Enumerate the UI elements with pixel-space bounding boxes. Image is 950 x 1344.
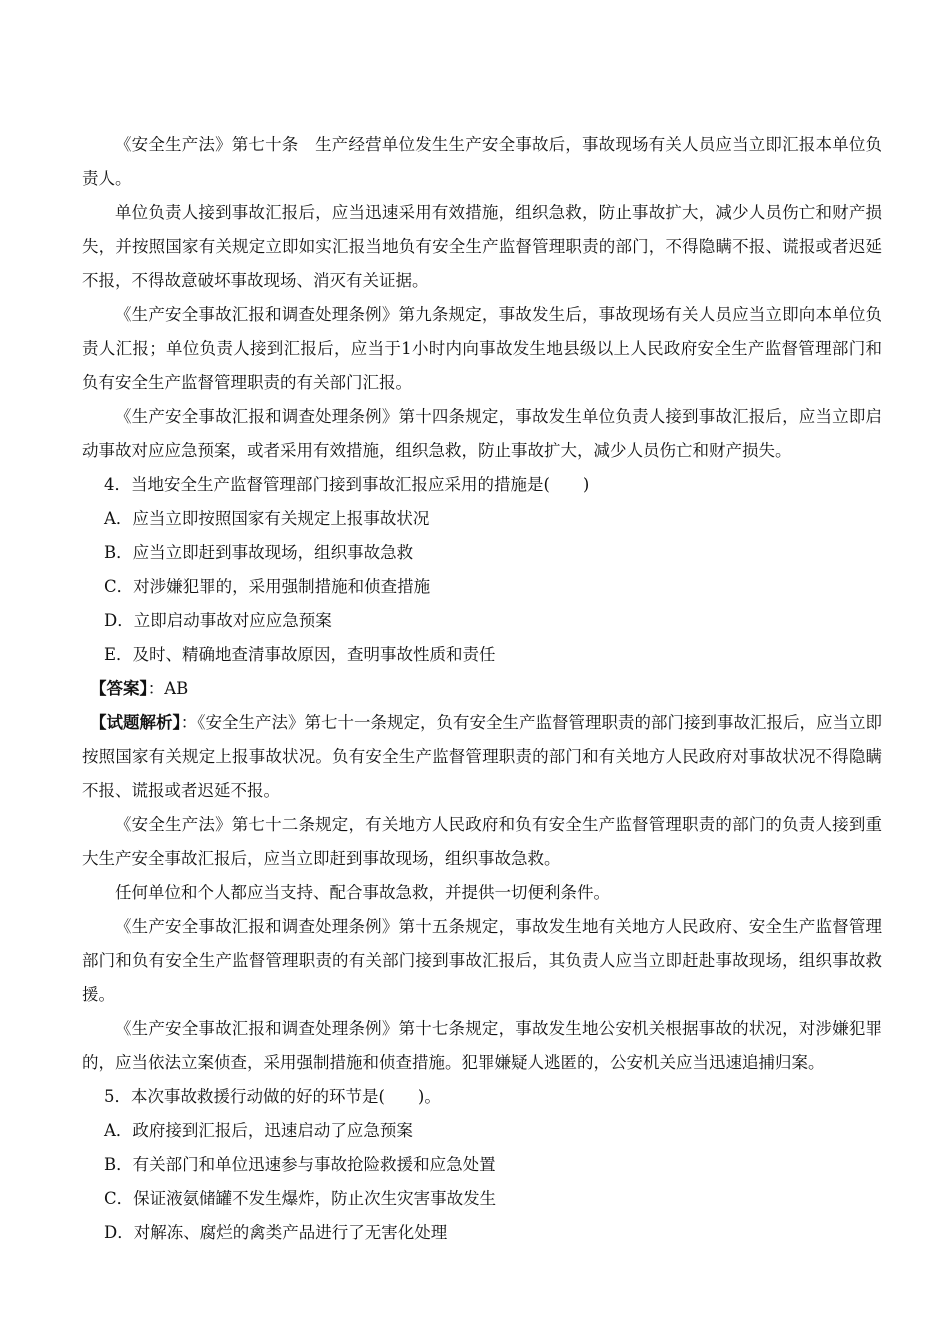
paragraph: 《生产安全事故汇报和调查处理条例》第十七条规定，事故发生地公安机关根据事故的状况，对涉嫌犯罪的，应当依法立案侦查，采用强制措施和侦查措施。犯罪嫌疑人逃匿的，公安机关应当迅速追捕归案。 — [82, 1019, 882, 1072]
paragraph: 《生产安全事故汇报和调查处理条例》第九条规定，事故发生后，事故现场有关人员应当立即向本单位负责人汇报；单位负责人接到汇报后，应当于1小时内向事故发生地县级以上人民政府安全生产监督管理部门和负有安全生产监督管理职责的有关部门汇报。 — [82, 305, 882, 392]
question-4-option-d: D．立即启动事故对应应急预案 — [104, 611, 332, 630]
question-4-option-a: A．应当立即按照国家有关规定上报事故状况 — [104, 509, 430, 528]
question-5-option-b: B．有关部门和单位迅速参与事故抢险救援和应急处置 — [104, 1155, 496, 1174]
question-4-option-e: E．及时、精确地查清事故原因，查明事故性质和责任 — [104, 645, 496, 664]
question-4-stem: 4．当地安全生产监督管理部门接到事故汇报应采用的措施是( ) — [104, 475, 590, 494]
paragraph: 单位负责人接到事故汇报后，应当迅速采用有效措施，组织急救，防止事故扩大，减少人员伤亡和财产损失，并按照国家有关规定立即如实汇报当地负有安全生产监督管理职责的部门，不得隐瞒不报、谎报或者迟延不报，不得故意破坏事故现场、消灭有关证据。 — [82, 203, 882, 290]
question-4-option-c: C．对涉嫌犯罪的，采用强制措施和侦查措施 — [104, 577, 431, 596]
paragraph: 《安全生产法》第七十二条规定，有关地方人民政府和负有安全生产监督管理职责的部门的负责人接到重大生产安全事故汇报后，应当立即赶到事故现场，组织事故急救。 — [82, 815, 882, 868]
answer-value: ：AB — [147, 679, 189, 698]
analysis-text: ：《安全生产法》第七十一条规定，负有安全生产监督管理职责的部门接到事故汇报后，应当立即按照国家有关规定上报事故状况。负有安全生产监督管理职责的部门和有关地方人民政府对事故状况不得隐瞒不报、谎报或者迟延不报。 — [82, 713, 882, 800]
answer-label: 【答案】 — [90, 679, 148, 698]
question-4-option-b: B．应当立即赶到事故现场，组织事故急救 — [104, 543, 414, 562]
answer-line — [82, 672, 882, 706]
paragraph: 任何单位和个人都应当支持、配合事故急救，并提供一切便利条件。 — [115, 883, 610, 902]
analysis-label: 【试题解析】 — [90, 713, 181, 732]
question-5-stem: 5．本次事故救援行动做的好的环节是( )。 — [104, 1087, 441, 1106]
paragraph: 《生产安全事故汇报和调查处理条例》第十四条规定，事故发生单位负责人接到事故汇报后，应当立即启动事故对应应急预案，或者采用有效措施，组织急救，防止事故扩大，减少人员伤亡和财产损失。 — [82, 407, 882, 460]
question-5-option-c: C．保证液氨储罐不发生爆炸，防止次生灾害事故发生 — [104, 1189, 497, 1208]
document-body — [82, 128, 882, 1250]
analysis-paragraph — [82, 706, 882, 808]
paragraph: 《生产安全事故汇报和调查处理条例》第十五条规定，事故发生地有关地方人民政府、安全生产监督管理部门和负有安全生产监督管理职责的有关部门接到事故汇报后，其负责人应当立即赶赴事故现场，组织事故救援。 — [82, 917, 882, 1004]
question-5-option-a: A．政府接到汇报后，迅速启动了应急预案 — [104, 1121, 413, 1140]
question-5-option-d: D．对解冻、腐烂的禽类产品进行了无害化处理 — [104, 1223, 448, 1242]
paragraph: 《安全生产法》第七十条 生产经营单位发生生产安全事故后，事故现场有关人员应当立即汇报本单位负责人。 — [82, 135, 882, 188]
